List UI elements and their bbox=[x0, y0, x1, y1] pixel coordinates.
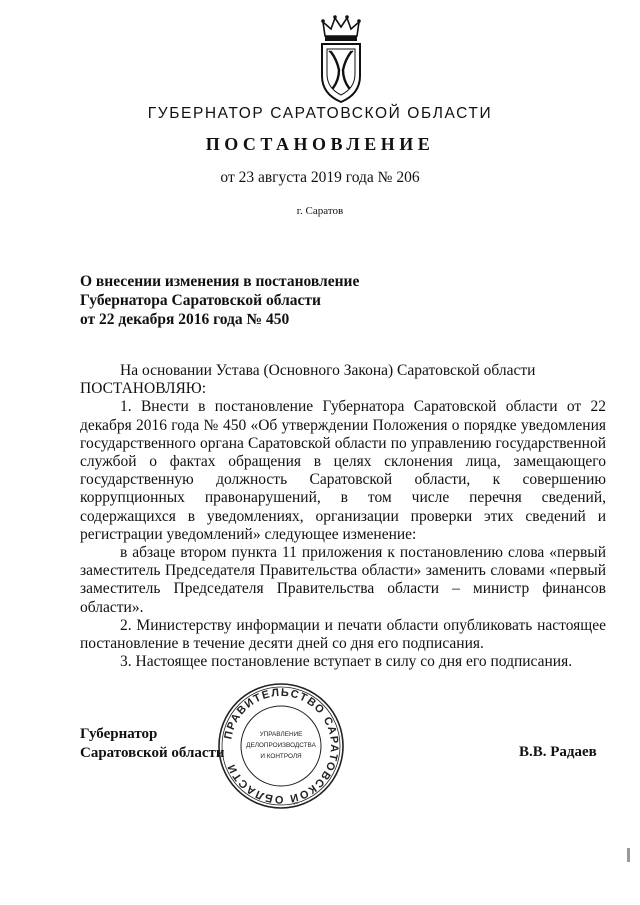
document-body bbox=[80, 362, 606, 671]
clause-1-amendment-paragraph: в абзаце втором пункта 11 приложения к постановлению слова «первый заместитель Председателя Правительства области» заменить словами «первый заместитель Председателя Правительства области – министр финансов области». bbox=[80, 544, 606, 616]
document-place: г. Саратов bbox=[296, 205, 344, 217]
resolve-heading: ПОСТАНОВЛЯЮ: bbox=[80, 380, 207, 398]
subject-line: О внесении изменения в постановление bbox=[80, 273, 360, 290]
document-date-number: от 23 августа 2019 года № 206 bbox=[220, 169, 420, 186]
clause-1-paragraph: 1. Внести в постановление Губернатора Саратовской области от 22 декабря 2016 года № 450 «Об утверждении Положения о порядке уведомления государственного органа Саратовской области по управлению государственной службой о фактах обращения в целях склонения лица, замещающего государственную должность Саратовской области, к совершению коррупционных правонарушений, в том числе перечня сведений, содержащихся в уведомлениях, организации проверки этих сведений и регистрации уведомлений» следующее изменение: bbox=[80, 398, 606, 543]
clause-2-paragraph: 2. Министерству информации и печати области опубликовать настоящее постановление в течение десяти дней со дня его подписания. bbox=[80, 616, 606, 653]
document-type-title: ПОСТАНОВЛЕНИЕ bbox=[205, 134, 435, 154]
subject-line: от 22 декабря 2016 года № 450 bbox=[80, 311, 290, 328]
stamp-inner-line: УПРАВЛЕНИЕ bbox=[259, 731, 303, 738]
issuing-authority: ГУБЕРНАТОР САРАТОВСКОЙ ОБЛАСТИ bbox=[147, 105, 493, 122]
signatory-title-line: Губернатор bbox=[80, 726, 158, 742]
signatory-name: В.В. Радаев bbox=[519, 744, 597, 760]
document-subject bbox=[80, 272, 359, 329]
stamp-inner-line: И КОНТРОЛЯ bbox=[260, 753, 302, 760]
preamble-paragraph: На основании Устава (Основного Закона) Саратовской области bbox=[120, 362, 536, 379]
signatory-title bbox=[80, 725, 225, 763]
saratov-coat-of-arms-icon bbox=[317, 14, 365, 104]
stamp-ring-text: ПРАВИТЕЛЬСТВО САРАТОВСКОЙ ОБЛАСТИ bbox=[222, 686, 341, 806]
signatory-title-line: Саратовской области bbox=[80, 745, 225, 761]
margin-mark bbox=[627, 848, 630, 862]
subject-line: Губернатора Саратовской области bbox=[80, 292, 321, 309]
stamp-inner-line: ДЕЛОПРОИЗВОДСТВА bbox=[246, 742, 316, 749]
official-stamp bbox=[216, 681, 346, 811]
clause-3-paragraph: 3. Настоящее постановление вступает в силу со дня его подписания. bbox=[120, 653, 573, 671]
